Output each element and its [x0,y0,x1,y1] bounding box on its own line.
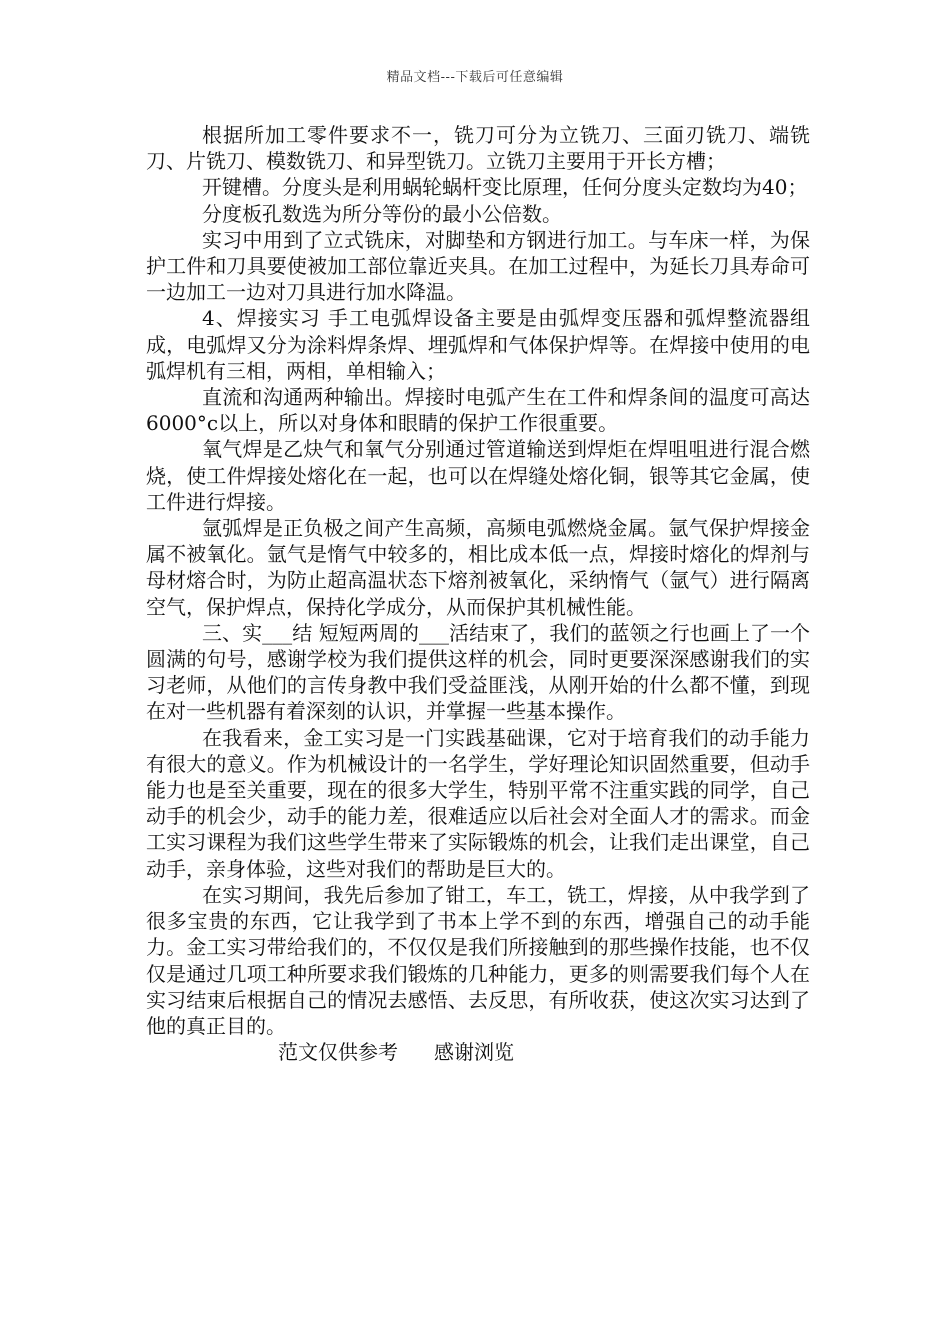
paragraph-milling-cutters: 根据所加工零件要求不一，铣刀可分为立铣刀、三面刃铣刀、端铣刀、片铣刀、模数铣刀、和异型铣刀。立铣刀主要用于开长方槽； [146,123,810,174]
paragraph-argon-welding: 氩弧焊是正负极之间产生高频，高频电弧燃烧金属。氩气保护焊接金属不被氧化。氩气是惰气中较多的，相比成本低一点，焊接时熔化的焊剂与母材熔合时，为防止超高温状态下熔剂被氧化，采纳惰气（氩气）进行隔离空气，保护焊点，保持化学成分，从而保护其机械性能。 [146,516,810,619]
paragraph-index-plate: 分度板孔数选为所分等份的最小公倍数。 [202,201,562,226]
paragraph-summary: 三、实___结 短短两周的___活结束了，我们的蓝领之行也画上了一个圆满的句号，感谢学校为我们提供这样的机会，同时更要深深感谢我们的实习老师，从他们的言传身教中我们受益匪浅，从刚开始的什么都不懂，到现在对一些机器有着深刻的认识，并掌握一些基本操作。 [146,620,810,724]
paragraph-dc-ac-output: 直流和沟通两种输出。焊接时电弧产生在工件和焊条间的温度可高达6000°c以上，所以对身体和眼睛的保护工作很重要。 [146,385,810,436]
paragraph-conclusion: 在实习期间，我先后参加了钳工，车工，铣工，焊接，从中我学到了很多宝贵的东西，它让我学到了书本上学不到的东西，增强自己的动手能力。金工实习带给我们的，不仅仅是我们所接触到的那些操作技能，也不仅仅是通过几项工种所要求我们锻炼的几种能力，更多的则需要我们每个人在实习结束后根据自己的情况去感悟、去反思，有所收获，使这次实习达到了他的真正目的。 [146,882,810,1038]
page-header: 精品文档---下载后可任意编辑 [386,70,564,85]
document-body [146,122,810,1065]
paragraph-reflection: 在我看来，金工实习是一门实践基础课，它对于培育我们的动手能力有很大的意义。作为机械设计的一名学生，学好理论知识固然重要，但动手能力也是至关重要，现在的很多大学生，特别平常不注重实践的同学，自己动手的机会少，动手的能力差，很难适应以后社会对全面人才的需求。而金工实习课程为我们这些学生带来了实际锻炼的机会，让我们走出课堂，自己动手，亲身体验，这些对我们的帮助是巨大的。 [146,725,810,881]
paragraph-oxygen-welding: 氧气焊是乙炔气和氧气分别通过管道输送到焊炬在焊咀咀进行混合燃烧，使工件焊接处熔化在一起，也可以在焊缝处熔化铜，银等其它金属，使工件进行焊接。 [146,437,810,514]
footer-note-left: 范文仅供参考 [278,1040,398,1065]
footer-note-right: 感谢浏览 [434,1040,514,1065]
paragraph-welding-practice: 4、焊接实习 手工电弧焊设备主要是由弧焊变压器和弧焊整流器组成，电弧焊又分为涂料焊条焊、埋弧焊和气体保护焊等。在焊接中使用的电弧焊机有三相，两相，单相输入； [146,306,810,383]
paragraph-milling-practice: 实习中用到了立式铣床，对脚垫和方钢进行加工。与车床一样，为保护工件和刀具要使被加工部位靠近夹具。在加工过程中，为延长刀具寿命可一边加工一边对刀具进行加水降温。 [146,227,810,305]
paragraph-keyway-dividing-head: 开键槽。分度头是利用蜗轮蜗杆变比原理，任何分度头定数均为40； [202,175,808,200]
footer-note [146,1039,810,1065]
